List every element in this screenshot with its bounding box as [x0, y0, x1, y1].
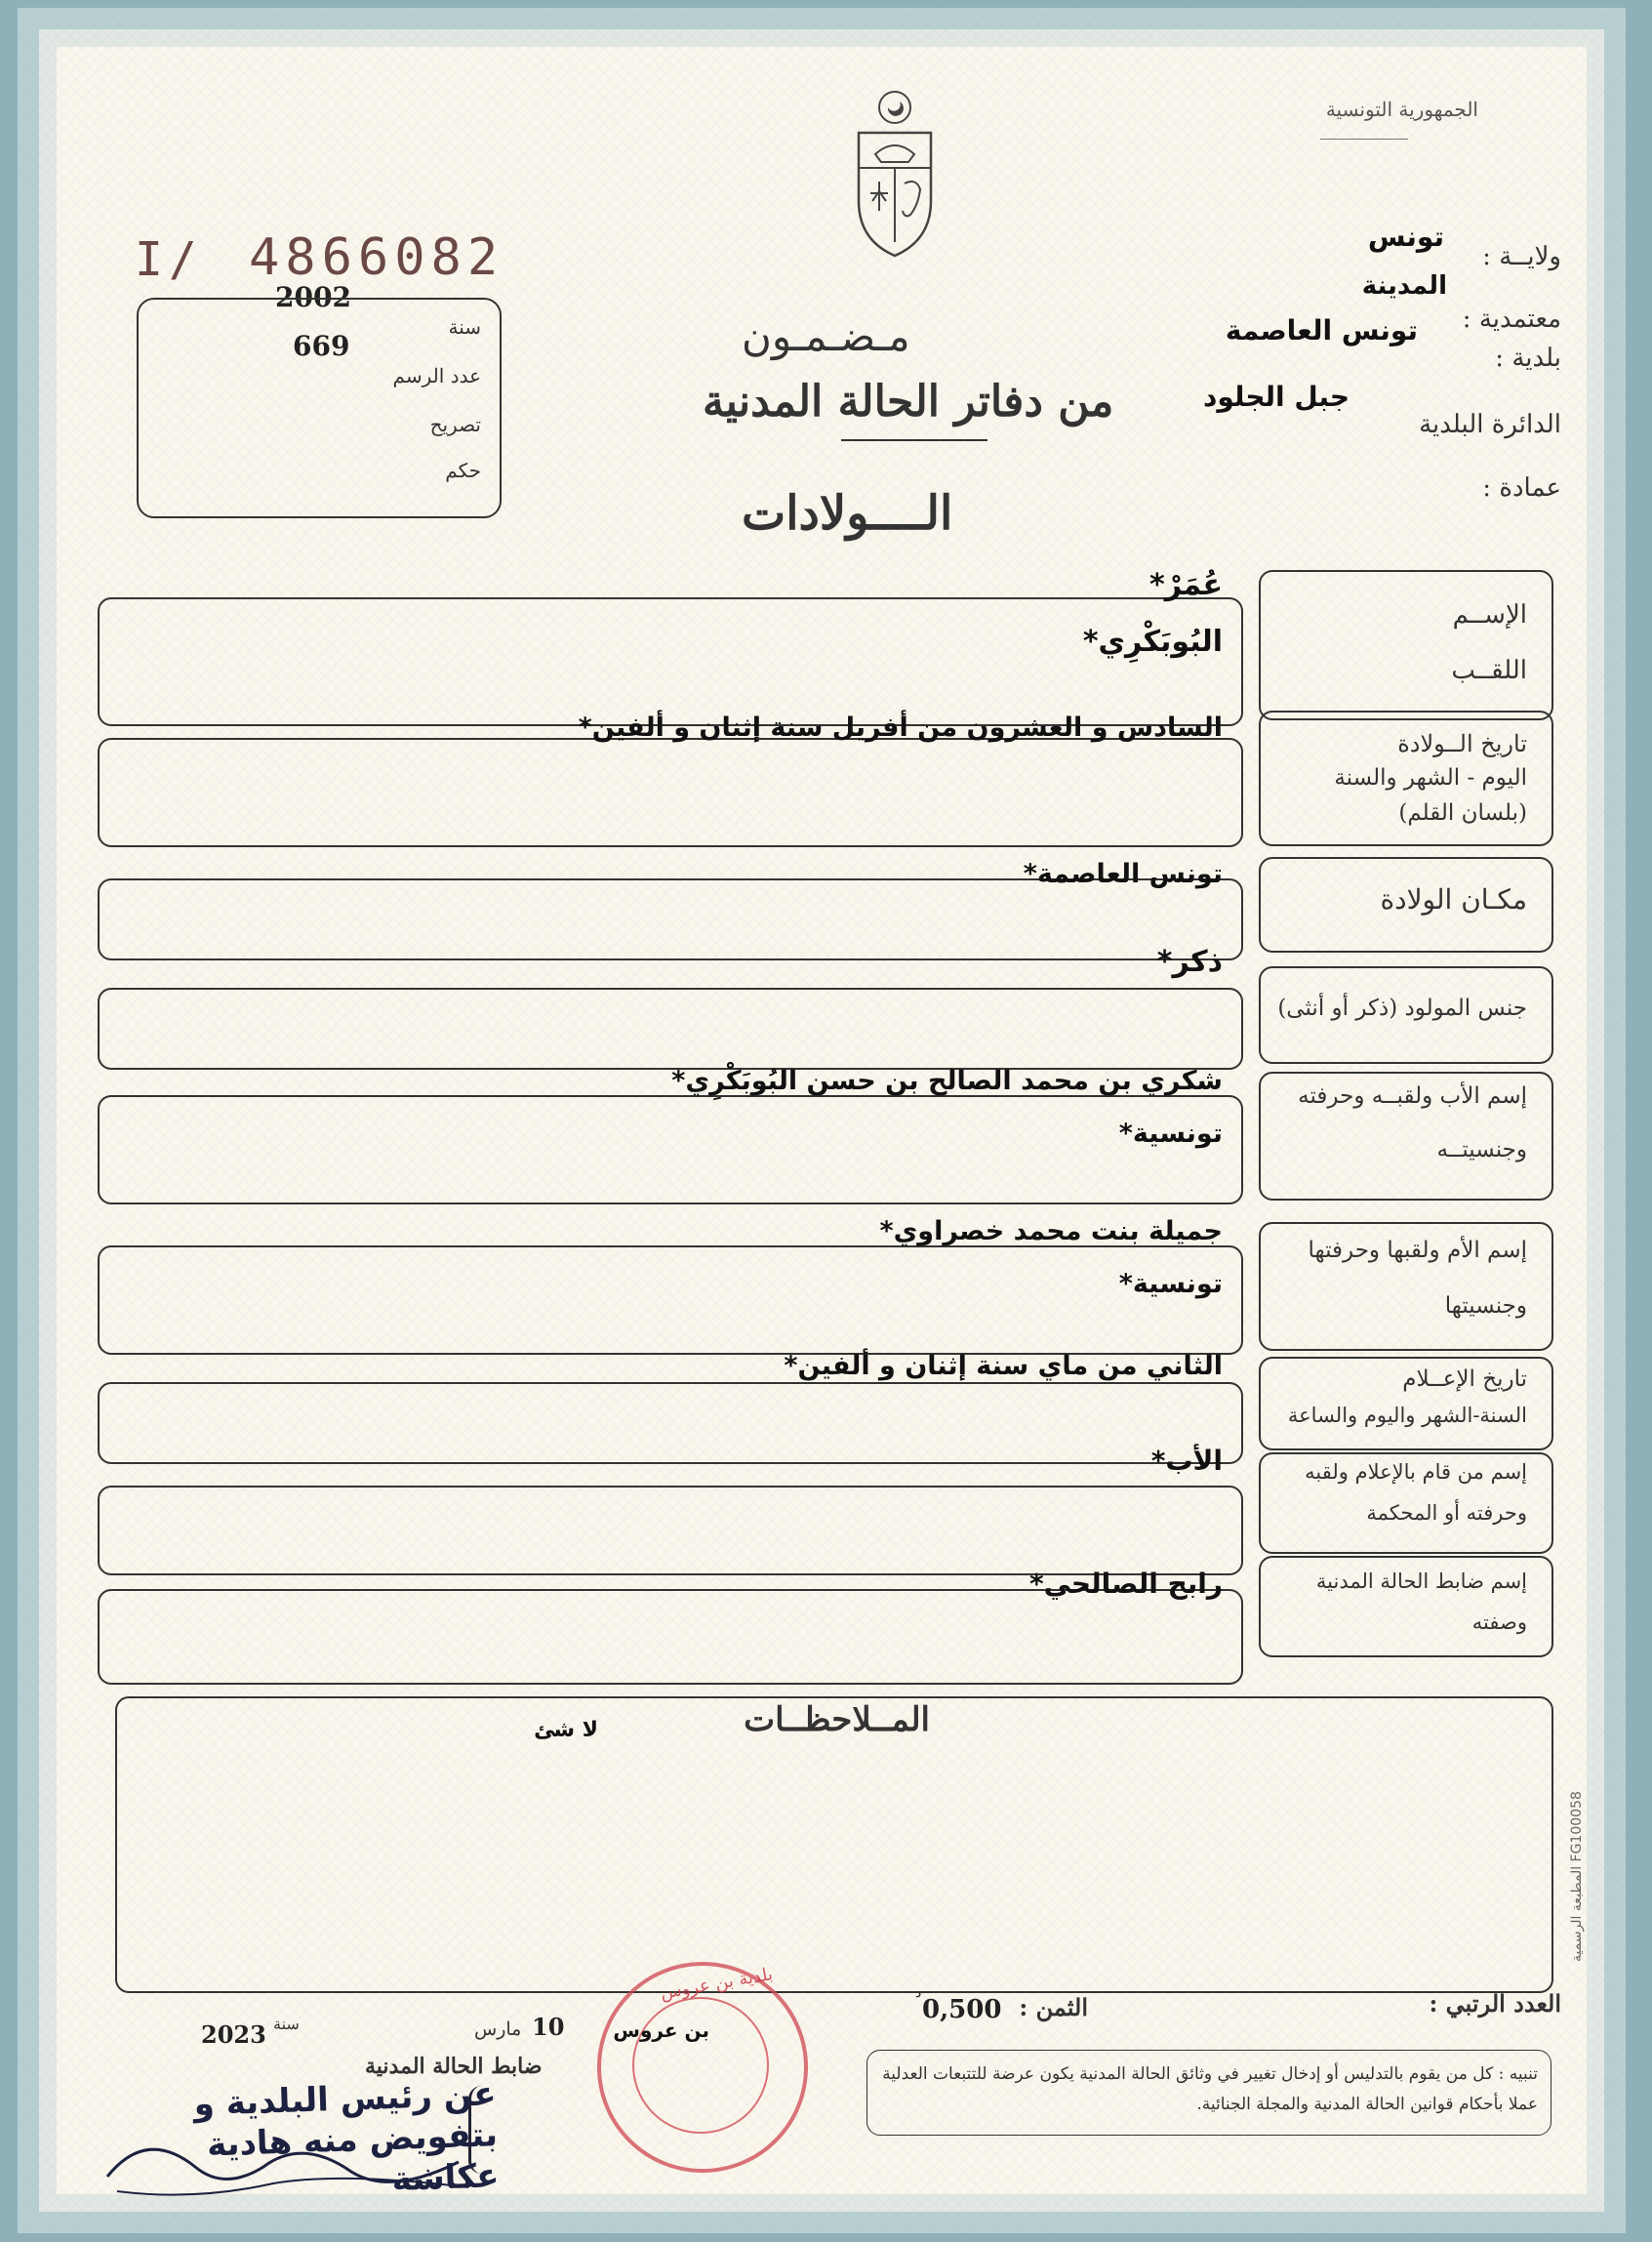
serial-order-label: العدد الرتبي : — [1429, 1989, 1561, 2018]
municipal-district-value: جبل الجلود — [1203, 381, 1350, 413]
day-value: 10 — [532, 2013, 565, 2041]
declarant-label: إسم من قام بالإعلام ولقبه — [1305, 1460, 1527, 1484]
declarant-value: الأب * — [1151, 1445, 1223, 1477]
title-line1: مـضـمـون — [742, 312, 910, 360]
city-value: المدينة — [1361, 271, 1447, 301]
mother-value-box — [98, 1245, 1243, 1355]
judgment-label: حكم — [445, 459, 481, 482]
birth-date-label: تاريخ الــولادة — [1397, 730, 1527, 757]
officer-field-value: رابح الصالحي * — [1029, 1568, 1223, 1600]
wilaya-value: تونس — [1367, 221, 1444, 253]
officer-value-box — [98, 1589, 1243, 1685]
mother-nationality-label: وجنسيتها — [1444, 1293, 1527, 1319]
sex-value-box — [98, 988, 1243, 1070]
remarks-value: لا شئ — [534, 1718, 598, 1742]
record-label: عدد الرسم — [392, 364, 481, 387]
legal-warning-text: تنبيه : كل من يقوم بالتدليس أو إدخال تغيير في وثائق الحالة المدنية يكون عرضة للتتبعات العدلية عملا بأحكام قوانين الحالة المدنية والمجلة الجنائية. — [882, 2064, 1538, 2114]
printer-note: المطبعة الرسمية FG100058 — [1569, 1791, 1585, 1962]
serial-number: 4866082 — [249, 228, 504, 287]
declarant-value-box — [98, 1486, 1243, 1575]
first-name-value: عُمَرْ * — [1149, 568, 1223, 602]
sex-value: ذكر * — [1157, 945, 1223, 979]
birth-place-label: مكـان الولادة — [1380, 883, 1527, 916]
declaration-date-value: الثاني من ماي سنة إثنان و ألفين * — [784, 1351, 1223, 1381]
municipal-seal-inner — [632, 1997, 769, 2134]
name-value-box — [98, 597, 1243, 726]
mother-nationality-value: تونسية * — [1119, 1269, 1223, 1299]
birth-place-value: تونس العاصمة * — [1024, 859, 1223, 889]
municipality-label: بلدية : — [1495, 344, 1561, 373]
declaration-label: تصريح — [429, 413, 481, 436]
sex-label: جنس المولود (ذكر أو أنثى) — [1277, 996, 1527, 1021]
signature-scribble — [98, 2118, 507, 2206]
birth-date-value-box — [98, 738, 1243, 847]
delegation-signature: عن رئيس البلدية و بتفويض منه هادية عكاشة — [192, 2074, 501, 2200]
price-value: 0,500 — [922, 1995, 1002, 2024]
first-name-label: الإســم — [1452, 600, 1527, 630]
mother-value: جميلة بنت محمد خصراوي * — [879, 1216, 1223, 1246]
father-label: إسم الأب ولقبــه وحرفته — [1298, 1083, 1527, 1109]
father-value: شكري بن محمد الصالح بن حسن البُوبَكْرِي * — [671, 1066, 1223, 1096]
declaration-date-value-box — [98, 1382, 1243, 1464]
seal-text: بلدية بن عروس — [659, 1964, 775, 2004]
republic-underline — [1320, 139, 1408, 140]
declaration-date-label: تاريخ الإعــلام — [1402, 1366, 1527, 1392]
birth-date-words-label: (بلسان القلم) — [1398, 800, 1527, 826]
title-line2: من دفاتر الحالة المدنية — [703, 377, 1114, 427]
municipal-district-label: الدائرة البلدية — [1419, 410, 1561, 439]
year-label: سنة — [448, 315, 481, 339]
serial-prefix: I/ — [135, 232, 203, 287]
surname-value: البُوبَكْرِي * — [1083, 625, 1223, 659]
name-label-box — [1259, 570, 1553, 720]
section-title: الــــولادات — [742, 486, 953, 541]
month-value: مارس — [474, 2018, 522, 2040]
delegation-value: تونس العاصمة — [1225, 314, 1418, 346]
declaration-date-sub-label: السنة-الشهر واليوم والساعة — [1287, 1404, 1527, 1427]
year-value: 2002 — [275, 281, 351, 313]
omda-label: عمادة : — [1482, 473, 1561, 503]
mother-label: إسم الأم ولقبها وحرفتها — [1308, 1238, 1527, 1263]
price-currency: د — [915, 1985, 922, 2001]
father-nationality-label: وجنسيتــه — [1436, 1137, 1527, 1162]
place-value: بن عروس — [613, 2018, 709, 2042]
coat-of-arms-emblem — [841, 86, 948, 262]
footer-year-value: 2023 — [201, 2020, 266, 2049]
remarks-label: المــلاحظــات — [744, 1700, 930, 1739]
officer-field-sub-label: وصفته — [1471, 1610, 1527, 1634]
officer-field-label: إسم ضابط الحالة المدنية — [1315, 1569, 1527, 1593]
father-value-box — [98, 1095, 1243, 1204]
record-value: 669 — [293, 330, 350, 362]
delegation-label: معتمدية : — [1462, 305, 1561, 334]
title-underline — [841, 439, 987, 441]
birth-date-value: السادس و العشرون من أفريل سنة إثنان و ألفين * — [579, 713, 1223, 743]
footer-year-label: سنة — [273, 2015, 300, 2033]
father-nationality-value: تونسية * — [1119, 1119, 1223, 1149]
remarks-box — [115, 1696, 1553, 1993]
surname-label: اللقــب — [1451, 656, 1527, 685]
wilaya-label: ولايــة : — [1482, 242, 1561, 271]
officer-signature-label: ضابط الحالة المدنية — [365, 2054, 543, 2079]
price-label: الثمن : — [1019, 1993, 1088, 2021]
republic-heading: الجمهورية التونسية — [1325, 98, 1478, 121]
birth-date-sub-label: اليوم - الشهر والسنة — [1334, 765, 1527, 791]
declarant-sub-label: وحرفته أو المحكمة — [1366, 1501, 1527, 1525]
birth-place-value-box — [98, 878, 1243, 960]
